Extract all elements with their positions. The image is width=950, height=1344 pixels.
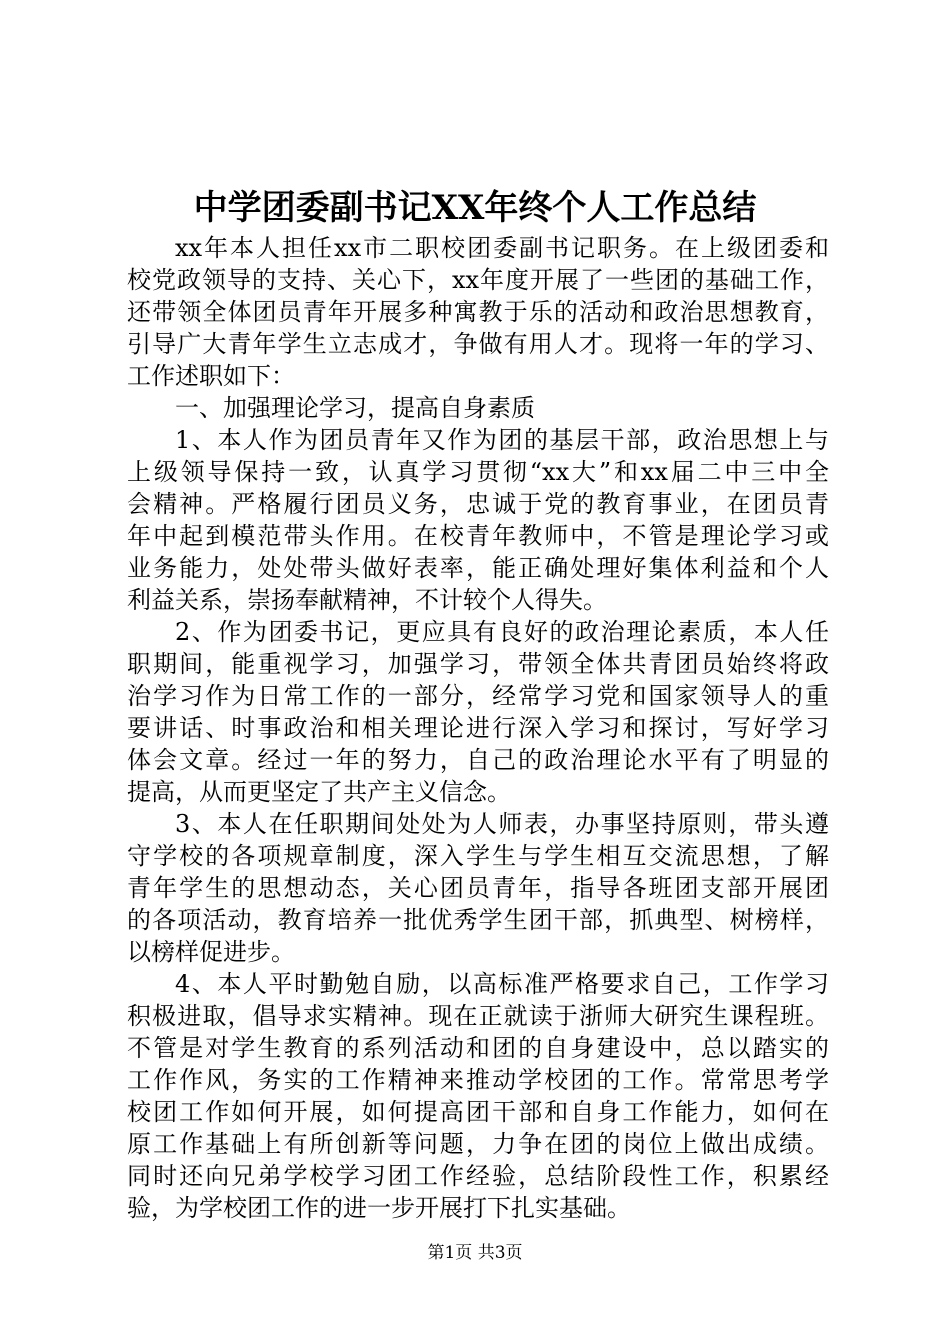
body-line: 引导广大青年学生立志成才，争做有用人才。现将一年的学习、 — [127, 330, 829, 358]
body-line: 提高，从而更坚定了共产主义信念。 — [127, 778, 511, 806]
body-line: 年中起到模范带头作用。在校青年教师中，不管是理论学习或 — [127, 522, 829, 550]
body-line: 1、本人作为团员青年又作为团的基层干部，政治思想上与 — [175, 426, 829, 454]
body-line: 不管是对学生教育的系列活动和团的自身建设中，总以踏实的 — [127, 1034, 829, 1062]
body-line: 守学校的各项规章制度，深入学生与学生相互交流思想，了解 — [127, 842, 829, 870]
body-line: 体会文章。经过一年的努力，自己的政治理论水平有了明显的 — [127, 746, 829, 774]
body-line: 会精神。严格履行团员义务，忠诚于党的教育事业，在团员青 — [127, 490, 829, 518]
body-line: 治学习作为日常工作的一部分，经常学习党和国家领导人的重 — [127, 682, 829, 710]
body-line: 要讲话、时事政治和相关理论进行深入学习和探讨，写好学习 — [127, 714, 829, 742]
body-line: 业务能力，处处带头做好表率，能正确处理好集体利益和个人 — [127, 554, 829, 582]
body-line: 积极进取，倡导求实精神。现在正就读于浙师大研究生课程班。 — [127, 1002, 829, 1030]
body-line: 工作作风，务实的工作精神来推动学校团的工作。常常思考学 — [127, 1066, 829, 1094]
body-line: xx年本人担任xx市二职校团委副书记职务。在上级团委和 — [175, 234, 829, 262]
page-indicator: 第1页 共3页 — [427, 1243, 523, 1263]
body-line: 2、作为团委书记，更应具有良好的政治理论素质，本人任 — [175, 618, 829, 646]
body-line: 3、本人在任职期间处处为人师表，办事坚持原则，带头遵 — [175, 810, 829, 838]
body-line: 校团工作如何开展，如何提高团干部和自身工作能力，如何在 — [127, 1098, 829, 1126]
body-line: 4、本人平时勤勉自励，以高标准严格要求自己，工作学习 — [175, 970, 829, 998]
body-line: 校党政领导的支持、关心下，xx年度开展了一些团的基础工作， — [127, 266, 829, 294]
body-line: 一、加强理论学习，提高自身素质 — [175, 394, 535, 422]
body-line: 还带领全体团员青年开展多种寓教于乐的活动和政治思想教育， — [127, 298, 829, 326]
body-line: 以榜样促进步。 — [127, 938, 295, 966]
body-line: 同时还向兄弟学校学习团工作经验，总结阶段性工作，积累经 — [127, 1162, 829, 1190]
document-body — [127, 232, 829, 1224]
body-line: 验，为学校团工作的进一步开展打下扎实基础。 — [127, 1194, 631, 1222]
document-title: 中学团委副书记XX年终个人工作总结 — [193, 188, 757, 228]
body-line: 上级领导保持一致，认真学习贯彻“xx大”和xx届二中三中全 — [127, 458, 829, 486]
body-line: 原工作基础上有所创新等问题，力争在团的岗位上做出成绩。 — [127, 1130, 829, 1158]
body-line: 的各项活动，教育培养一批优秀学生团干部，抓典型、树榜样， — [127, 906, 829, 934]
body-line: 工作述职如下： — [127, 362, 295, 390]
body-line: 青年学生的思想动态，关心团员青年，指导各班团支部开展团 — [127, 874, 829, 902]
body-line: 利益关系，崇扬奉献精神，不计较个人得失。 — [127, 586, 607, 614]
body-line: 职期间，能重视学习，加强学习，带领全体共青团员始终将政 — [127, 650, 829, 678]
